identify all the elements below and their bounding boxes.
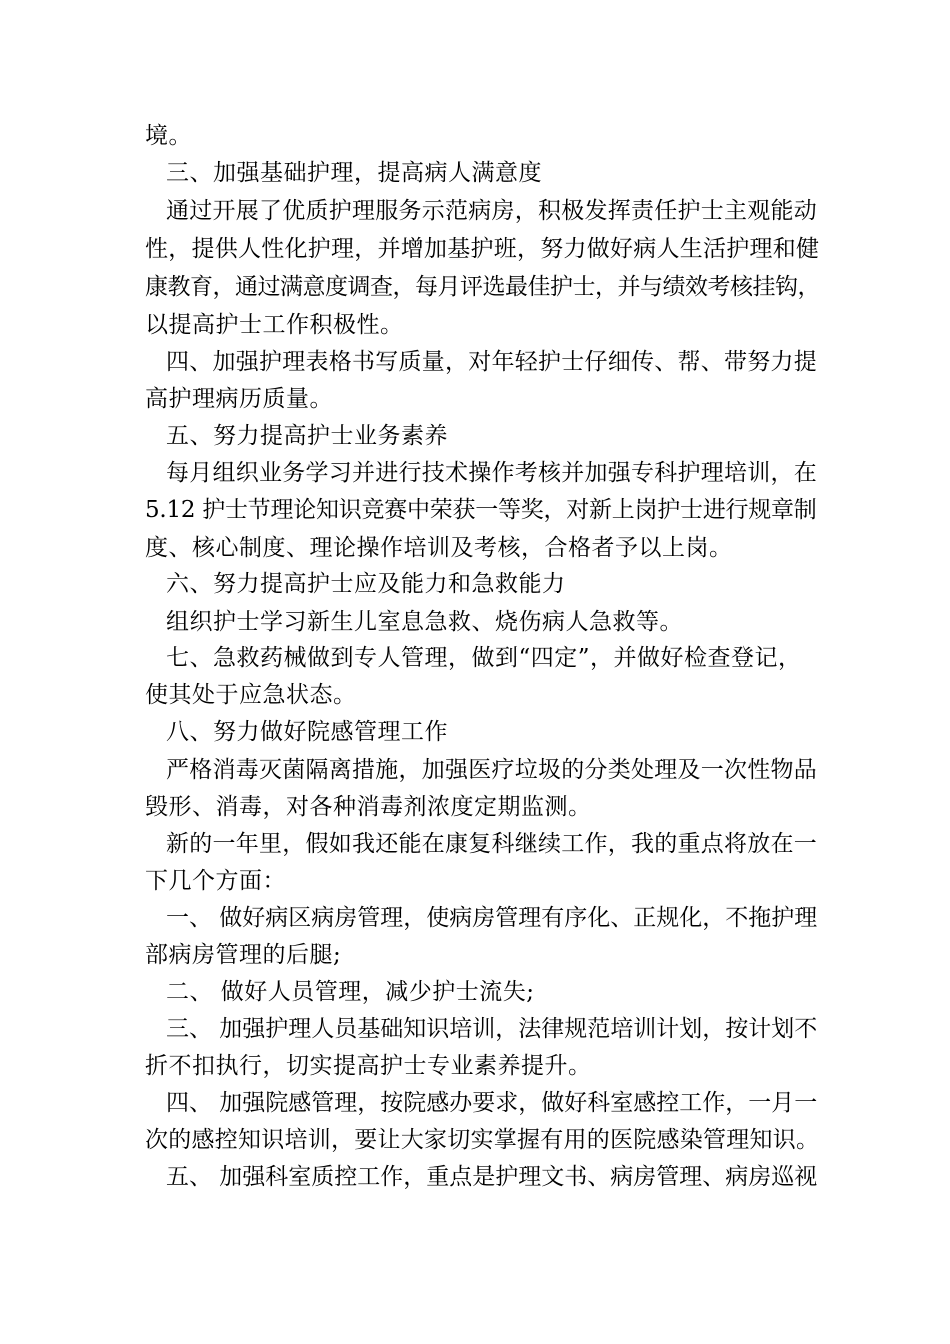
text-line: 新的一年里，假如我还能在康复科继续工作，我的重点将放在一 (166, 831, 817, 857)
text-line: 高护理病历质量。 (145, 386, 333, 412)
text-line: 组织护士学习新生儿室息急救、烧伤病人急救等。 (166, 609, 683, 635)
section-heading-5: 五、努力提高护士业务素养 (166, 423, 448, 449)
text-line: 每月组织业务学习并进行技术操作考核并加强专科护理培训，在 (166, 460, 817, 486)
plan-item-4: 四、 加强院感管理，按院感办要求，做好科室感控工作，一月一 (166, 1090, 818, 1116)
text-line: 度、核心制度、理论操作培训及考核，合格者予以上岗。 (145, 535, 733, 561)
plan-item-1: 一、 做好病区病房管理，使病房管理有序化、正规化，不拖护理 (166, 905, 818, 931)
text-line: 康教育，通过满意度调查，每月评选最佳护士，并与绩效考核挂钩， (145, 274, 820, 300)
section-heading-4: 四、加强护理表格书写质量，对年轻护士仔细传、帮、带努力提 (166, 349, 817, 375)
plan-item-3: 三、 加强护理人员基础知识培训，法律规范培训计划，按计划不 (166, 1016, 818, 1042)
text-line: 次的感控知识培训，要让大家切实掌握有用的医院感染管理知识。 (145, 1127, 820, 1153)
text-line: 毁形、消毒，对各种消毒剂浓度定期监测。 (145, 794, 592, 820)
text-line: 折不扣执行，切实提高护士专业素养提升。 (145, 1053, 592, 1079)
plan-item-5: 五、 加强科室质控工作，重点是护理文书、病房管理、病房巡视 (166, 1164, 818, 1190)
section-heading-6: 六、努力提高护士应及能力和急救能力 (166, 571, 566, 597)
text-line: 下几个方面： (145, 868, 286, 894)
text-line: 5.12 护士节理论知识竞赛中荣获一等奖，对新上岗护士进行规章制 (145, 497, 817, 523)
text-line-continuation: 境。 (145, 123, 192, 149)
section-heading-8: 八、努力做好院感管理工作 (166, 719, 448, 745)
text-line: 性，提供人性化护理，并增加基护班，努力做好病人生活护理和健 (145, 236, 820, 262)
text-line: 部病房管理的后腿; (145, 942, 342, 968)
plan-item-2: 二、 做好人员管理，减少护士流失; (166, 979, 535, 1005)
section-heading-7: 七、急救药械做到专人管理，做到“四定”，并做好检查登记， (166, 645, 802, 671)
text-line: 使其处于应急状态。 (145, 682, 357, 708)
section-heading-3: 三、加强基础护理，提高病人满意度 (166, 160, 542, 186)
text-line: 通过开展了优质护理服务示范病房，积极发挥责任护士主观能动 (166, 198, 817, 224)
text-line: 以提高护士工作积极性。 (145, 312, 404, 338)
text-line: 严格消毒灭菌隔离措施，加强医疗垃圾的分类处理及一次性物品 (166, 757, 817, 783)
